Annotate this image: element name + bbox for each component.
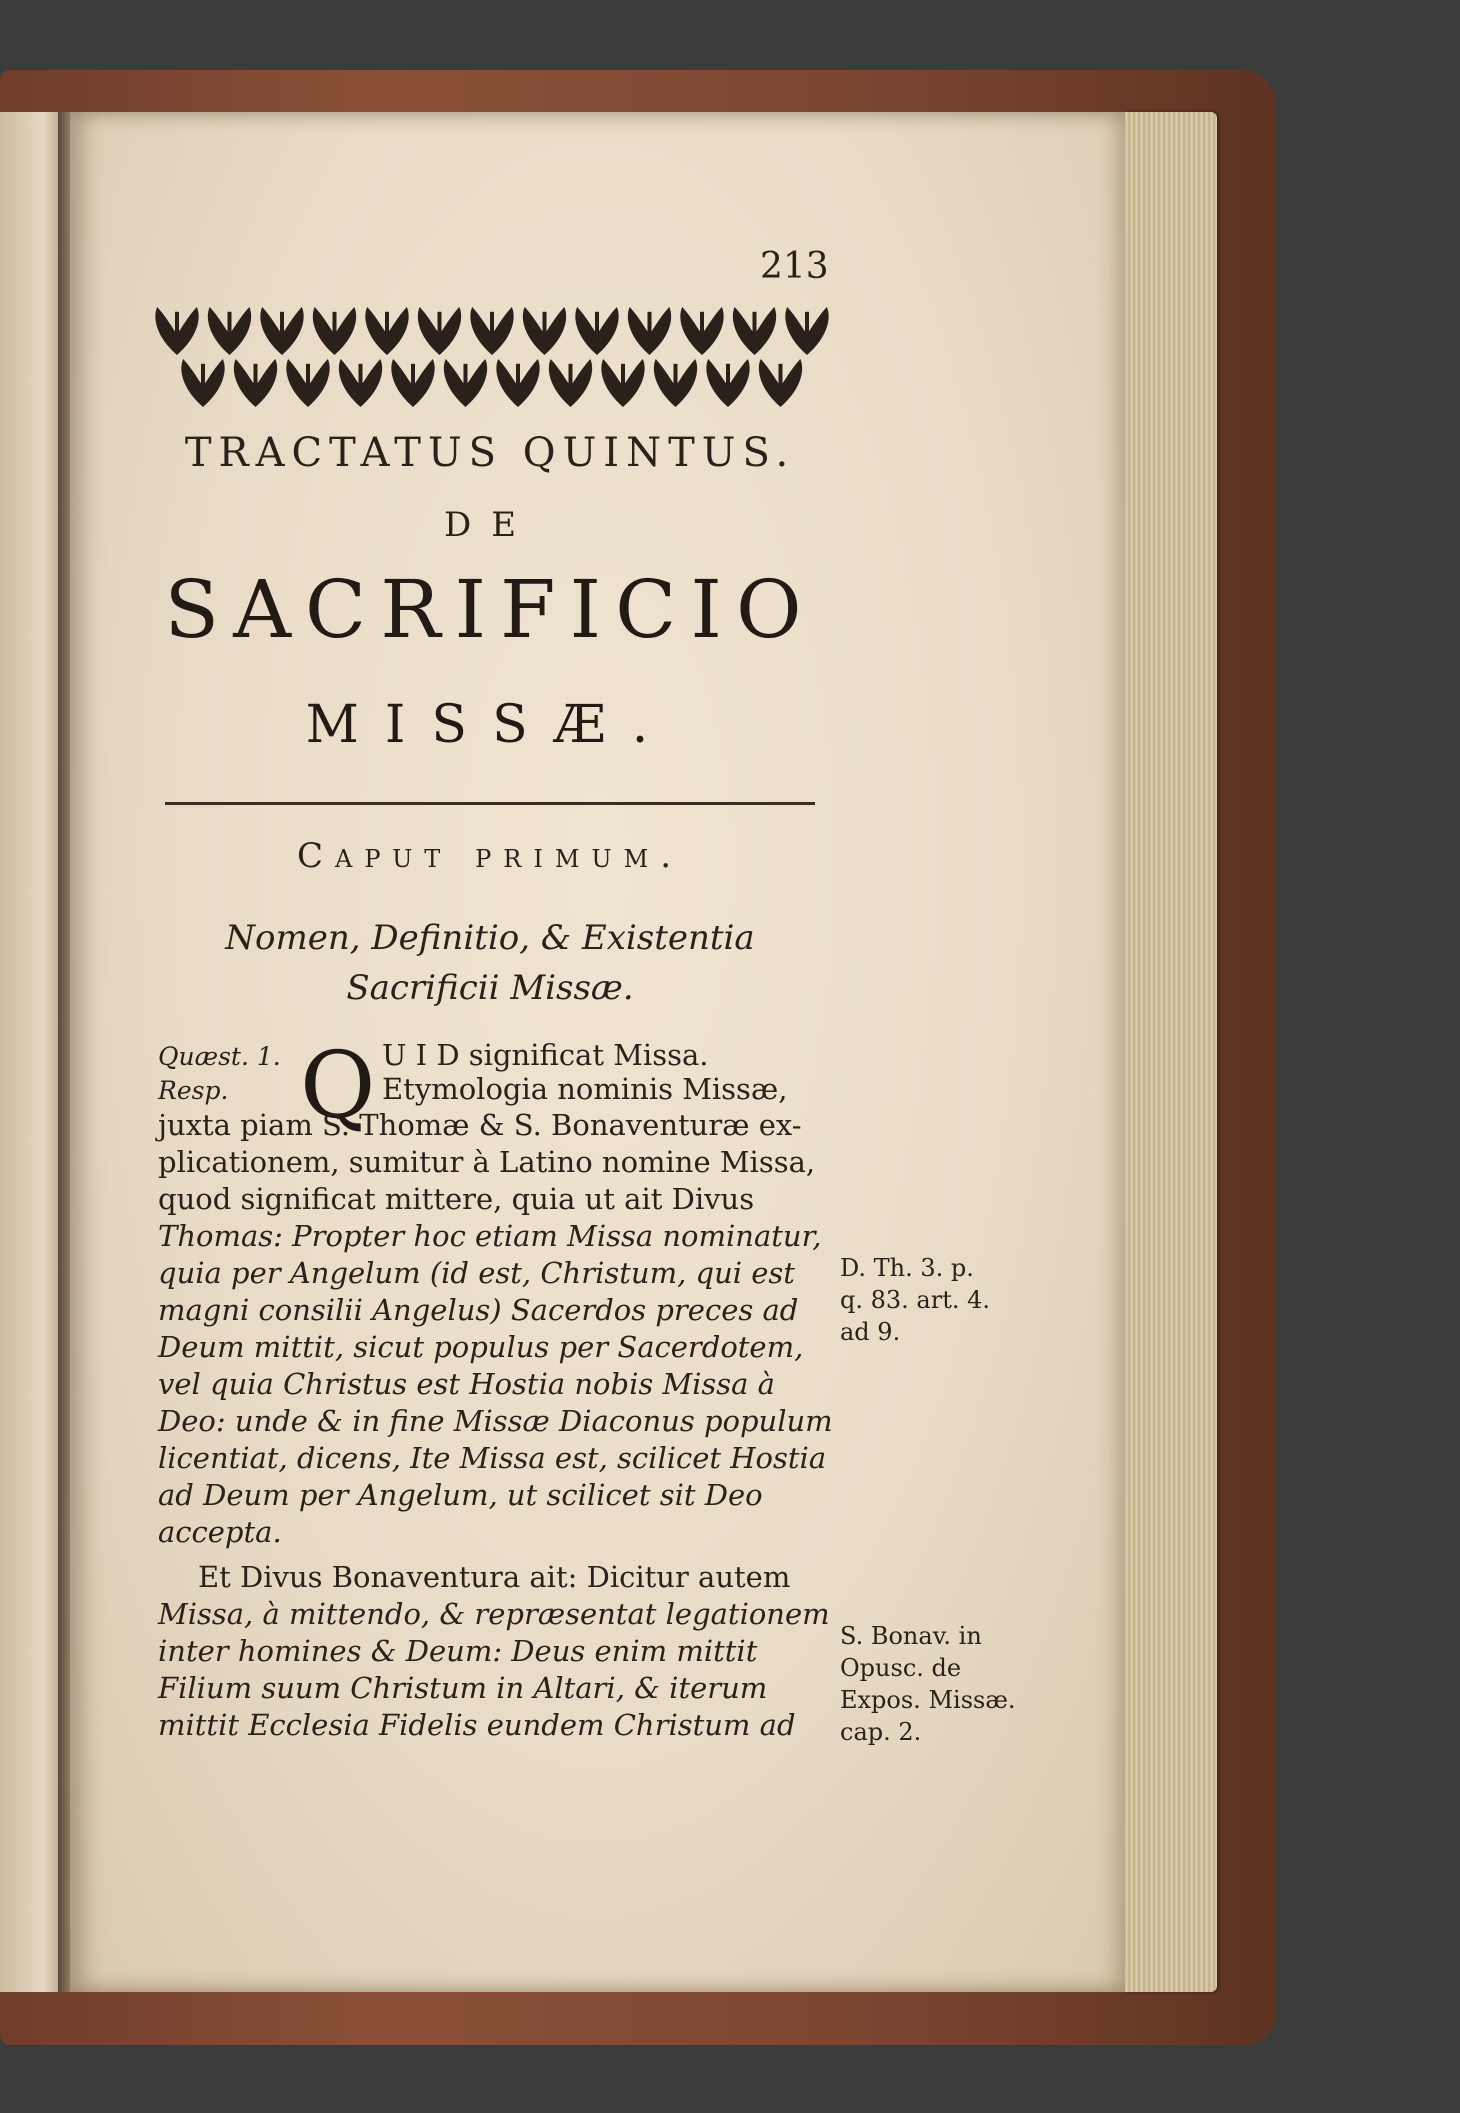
question-label [158, 1038, 281, 1074]
body-line: plicationem, sumitur à Latino nomine Missa, [158, 1145, 816, 1179]
responsio-label: Resp. [158, 1076, 229, 1105]
fleuron-stem [175, 312, 179, 353]
fleuron-stem [333, 312, 337, 353]
horizontal-rule [165, 802, 815, 805]
body-line: magni consilii Angelus) Sacerdos preces ad [158, 1293, 799, 1327]
page-number: 213 [760, 246, 829, 287]
fleuron-stem [385, 312, 389, 353]
fleuron-stem [648, 312, 652, 353]
left-page-edge [0, 112, 64, 1992]
treatise-title: TRACTATUS QUINTUS. [184, 430, 796, 476]
fleuron-stem [595, 312, 599, 353]
body-line: ad Deum per Angelum, ut scilicet sit Deo [158, 1478, 763, 1512]
page-block-edges [1125, 112, 1217, 1992]
chapter-subtitle-line2: Sacrificii Missæ. [346, 968, 634, 1008]
title-de: DE [443, 505, 537, 545]
main-title: SACRIFICIO [164, 563, 816, 656]
body-line: mittit Ecclesia Fidelis eundem Christum ad [158, 1708, 796, 1742]
fleuron-stem [228, 312, 232, 353]
body-line: quia per Angelum (id est, Christum, qui est [158, 1256, 795, 1290]
body-line: Filium suum Christum in Altari, & iterum [158, 1671, 768, 1705]
body-line: Deum mittit, sicut populus per Sacerdotem, [158, 1330, 804, 1364]
fleuron-stem [359, 364, 363, 405]
fleuron-stem [779, 364, 783, 405]
fleuron-stem [280, 312, 284, 353]
fleuron-stem [543, 312, 547, 353]
body-line: licentiat, dicens, Ite Missa est, scilicet Hostia [158, 1441, 827, 1475]
response-first-line: Etymologia nominis Missæ, [382, 1072, 788, 1106]
body-line: Et Divus Bonaventura ait: Dicitur autem [198, 1560, 791, 1594]
margin-note-bonaventura: Expos. Missæ. [840, 1686, 1016, 1714]
quaestio-number: Quæst. 1. [158, 1042, 281, 1071]
fleuron-stem [569, 364, 573, 405]
body-line: accepta. [158, 1515, 282, 1549]
title-missae: MISSÆ. [305, 695, 675, 755]
fleuron-stem [726, 364, 730, 405]
margin-note-thomas: D. Th. 3. p. [840, 1254, 974, 1282]
margin-note-bonaventura: Opusc. de [840, 1654, 962, 1682]
fleuron-stem [306, 364, 310, 405]
margin-note-bonaventura: S. Bonav. in [840, 1622, 982, 1650]
fleuron-stem [464, 364, 468, 405]
question-text: U I D significat Missa. [382, 1038, 709, 1072]
drop-cap: Q [300, 1032, 376, 1139]
chapter-subtitle-line1: Nomen, Definitio, & Existentia [225, 918, 755, 958]
margin-note-bonaventura: cap. 2. [840, 1718, 922, 1746]
fleuron-stem [438, 312, 442, 353]
margin-note-thomas: ad 9. [840, 1318, 901, 1346]
chapter-heading: Caput primum. [297, 836, 683, 876]
response-label [158, 1072, 228, 1108]
fleuron-stem [753, 312, 757, 353]
fleuron-stem [490, 312, 494, 353]
body-line: Thomas: Propter hoc etiam Missa nominatur, [158, 1219, 822, 1253]
fleuron-stem [674, 364, 678, 405]
fleuron-stem [201, 364, 205, 405]
body-line: vel quia Christus est Hostia nobis Missa à [158, 1367, 775, 1401]
ornamental-headpiece [155, 305, 835, 410]
margin-note-thomas: q. 83. art. 4. [840, 1286, 990, 1314]
fleuron-stem [700, 312, 704, 353]
fleuron-stem [516, 364, 520, 405]
body-line: Missa, à mittendo, & repræsentat legationem [158, 1597, 830, 1631]
fleuron-stem [621, 364, 625, 405]
fleuron-stem [254, 364, 258, 405]
body-line: Deo: unde & in fine Missæ Diaconus populum [158, 1404, 833, 1438]
fleuron-stem [805, 312, 809, 353]
body-line: juxta piam S. Thomæ & S. Bonaventuræ ex- [158, 1108, 802, 1142]
fleuron-stem [411, 364, 415, 405]
body-line: quod significat mittere, quia ut ait Divus [158, 1182, 755, 1216]
body-line: inter homines & Deum: Deus enim mittit [158, 1634, 758, 1668]
